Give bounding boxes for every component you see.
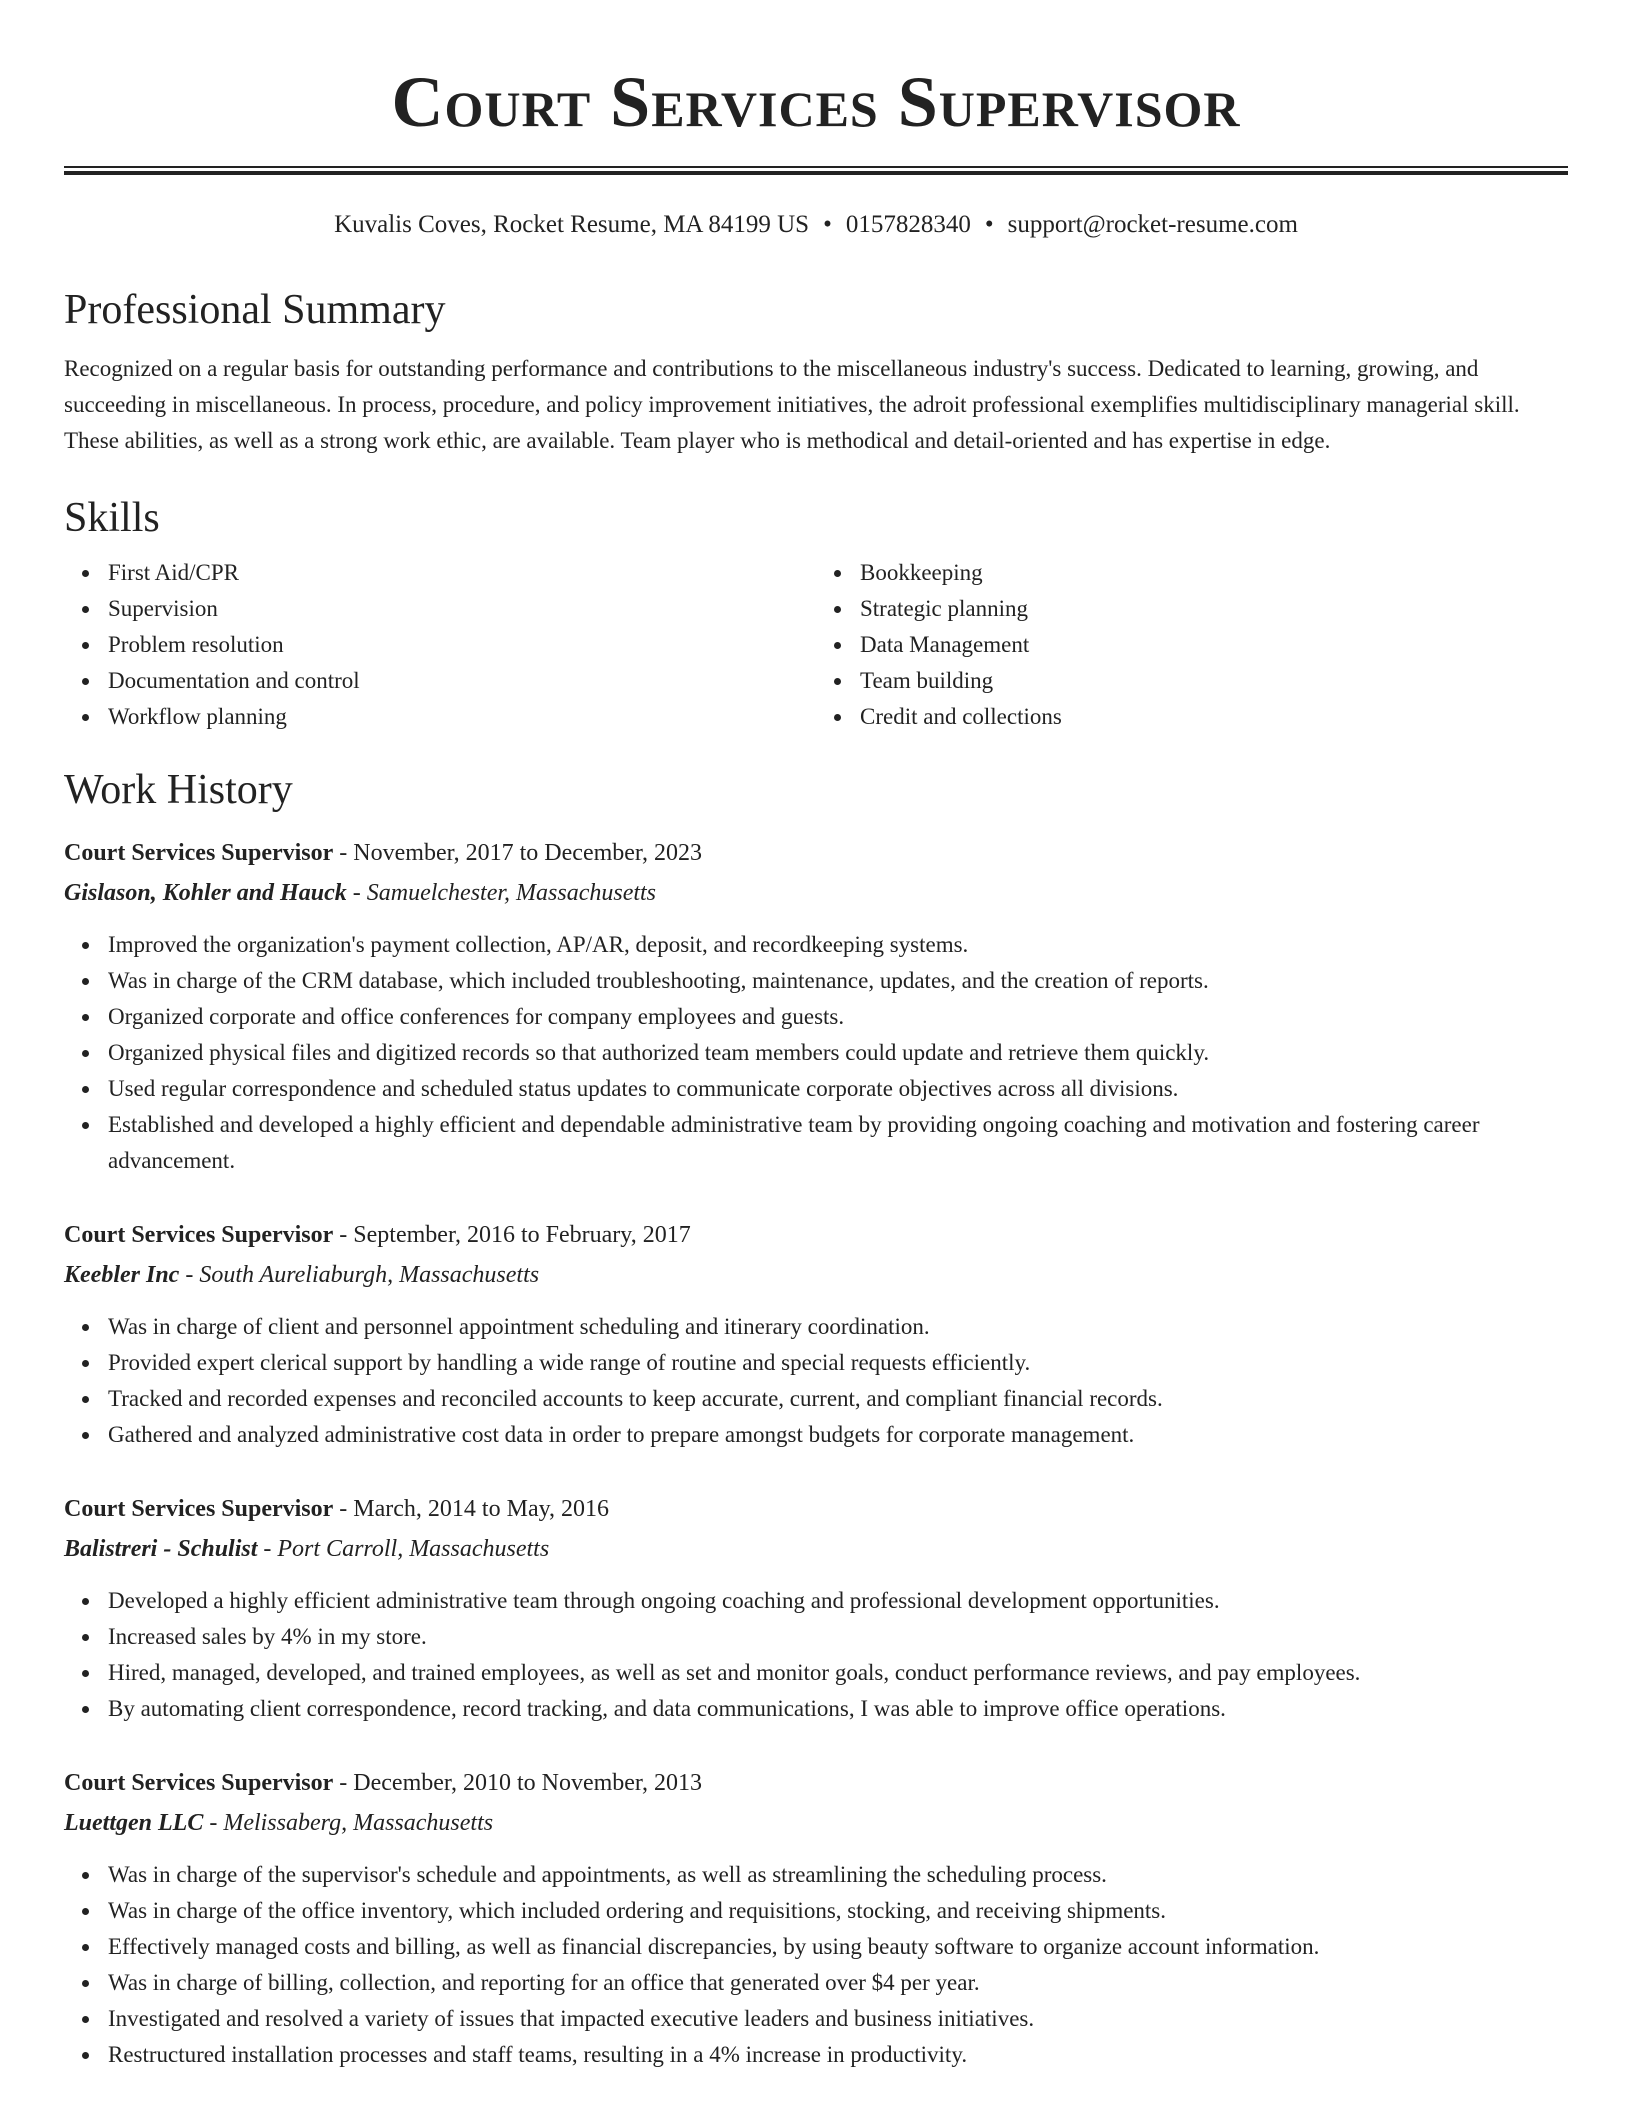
job-duty: Was in charge of client and personnel appointment scheduling and itinerary coordination.	[108, 1309, 1568, 1345]
job-dates: November, 2017 to December, 2023	[353, 840, 702, 866]
job-header: Court Services Supervisor - November, 2017 to December, 2023	[64, 840, 702, 866]
job-location: Samuelchester, Massachusetts	[366, 880, 657, 906]
job-location: South Aureliaburgh, Massachusetts	[199, 1262, 540, 1288]
job-duties	[64, 1857, 1568, 2073]
resume-title: Court Services Supervisor	[391, 62, 1241, 142]
summary-heading: Professional Summary	[64, 287, 446, 333]
job-header: Court Services Supervisor - March, 2014 to May, 2016	[64, 1496, 610, 1522]
job-duty: Tracked and recorded expenses and reconciled accounts to keep accurate, current, and compliant financial records.	[108, 1381, 1568, 1417]
job-company: Luettgen LLC	[64, 1810, 204, 1836]
job-entry	[64, 833, 1568, 1179]
contact-address: Kuvalis Coves, Rocket Resume, MA 84199 US	[334, 211, 810, 238]
job-duty: Increased sales by 4% in my store.	[108, 1619, 1568, 1655]
job-entry	[64, 1763, 1568, 2073]
job-title: Court Services Supervisor	[64, 840, 334, 866]
contact-email: support@rocket-resume.com	[1007, 211, 1298, 238]
job-duty: Used regular correspondence and scheduled status updates to communicate corporate objectives across all divisions.	[108, 1071, 1568, 1107]
contact-line	[64, 209, 1568, 241]
job-employer: Keebler Inc - South Aureliaburgh, Massachusetts	[64, 1262, 540, 1288]
contact-separator: •	[823, 211, 832, 238]
contact-separator: •	[984, 211, 994, 238]
job-duty: Organized physical files and digitized records so that authorized team members could update and retrieve them quickly.	[108, 1035, 1568, 1071]
skill-item: Strategic planning	[860, 591, 1568, 627]
title-divider	[64, 166, 1568, 175]
skills-grid	[64, 555, 1568, 735]
job-duty: Was in charge of the CRM database, which included troubleshooting, maintenance, updates, and the creation of reports.	[108, 963, 1568, 999]
skills-list-left	[64, 555, 816, 735]
job-duties	[64, 1309, 1568, 1453]
job-company: Keebler Inc	[64, 1262, 180, 1288]
job-location: Melissaberg, Massachusetts	[223, 1810, 494, 1836]
job-duty: By automating client correspondence, record tracking, and data communications, I was able to improve office operations.	[108, 1691, 1568, 1727]
job-location: Port Carroll, Massachusetts	[277, 1536, 550, 1562]
skill-item: Credit and collections	[860, 699, 1568, 735]
job-company: Gislason, Kohler and Hauck	[64, 880, 347, 906]
skills-list-right	[816, 555, 1568, 735]
job-entry	[64, 1489, 1568, 1727]
job-dates: December, 2010 to November, 2013	[353, 1770, 702, 1796]
skill-item: Bookkeeping	[860, 555, 1568, 591]
job-duty: Hired, managed, developed, and trained employees, as well as set and monitor goals, conduct performance reviews, and pay employees.	[108, 1655, 1568, 1691]
job-header: Court Services Supervisor - September, 2016 to February, 2017	[64, 1222, 691, 1248]
job-employer: Balistreri - Schulist - Port Carroll, Massachusetts	[64, 1536, 550, 1562]
job-duty: Was in charge of the office inventory, which included ordering and requisitions, stocking, and receiving shipments.	[108, 1893, 1568, 1929]
job-duty: Gathered and analyzed administrative cost data in order to prepare amongst budgets for corporate management.	[108, 1417, 1568, 1453]
job-employer: Gislason, Kohler and Hauck - Samuelchester, Massachusetts	[64, 880, 657, 906]
skill-item: Team building	[860, 663, 1568, 699]
skill-item: First Aid/CPR	[108, 555, 816, 591]
job-duty: Investigated and resolved a variety of issues that impacted executive leaders and business initiatives.	[108, 2001, 1568, 2037]
contact-phone: 0157828340	[845, 211, 971, 238]
job-duty: Was in charge of the supervisor's schedule and appointments, as well as streamlining the scheduling process.	[108, 1857, 1568, 1893]
job-duty: Effectively managed costs and billing, as well as financial discrepancies, by using beauty software to organize account information.	[108, 1929, 1568, 1965]
work-history-heading: Work History	[64, 767, 293, 813]
skill-item: Workflow planning	[108, 699, 816, 735]
skill-item: Data Management	[860, 627, 1568, 663]
job-entry	[64, 1215, 1568, 1453]
job-employer: Luettgen LLC - Melissaberg, Massachusetts	[64, 1810, 494, 1836]
job-dates: September, 2016 to February, 2017	[353, 1222, 691, 1248]
job-duties	[64, 927, 1568, 1179]
job-dates: March, 2014 to May, 2016	[353, 1496, 610, 1522]
job-duties	[64, 1583, 1568, 1727]
job-duty: Was in charge of billing, collection, and reporting for an office that generated over $4 per year.	[108, 1965, 1568, 2001]
job-duty: Restructured installation processes and staff teams, resulting in a 4% increase in productivity.	[108, 2037, 1568, 2073]
job-header: Court Services Supervisor - December, 2010 to November, 2013	[64, 1770, 702, 1796]
job-duty: Developed a highly efficient administrative team through ongoing coaching and professional development opportunities.	[108, 1583, 1568, 1619]
job-duty: Organized corporate and office conferences for company employees and guests.	[108, 999, 1568, 1035]
skills-heading: Skills	[64, 495, 160, 541]
job-title: Court Services Supervisor	[64, 1222, 334, 1248]
job-company: Balistreri - Schulist	[64, 1536, 258, 1562]
summary-text: Recognized on a regular basis for outstanding performance and contributions to the miscellaneous industry's success. Dedicated to learning, growing, and succeeding in miscellaneous. In process, procedure, and policy improvement initiatives, the adroit professional exemplifies multidisciplinary managerial skill. These abilities, as well as a strong work ethic, are available. Team player who is methodical and detail-oriented and has expertise in edge.	[64, 356, 1520, 453]
job-duty: Provided expert clerical support by handling a wide range of routine and special requests efficiently.	[108, 1345, 1568, 1381]
job-title: Court Services Supervisor	[64, 1496, 334, 1522]
job-duty: Established and developed a highly efficient and dependable administrative team by providing ongoing coaching and motivation and fostering career advancement.	[108, 1107, 1568, 1179]
skill-item: Problem resolution	[108, 627, 816, 663]
job-duty: Improved the organization's payment collection, AP/AR, deposit, and recordkeeping systems.	[108, 927, 1568, 963]
job-title: Court Services Supervisor	[64, 1770, 334, 1796]
skill-item: Supervision	[108, 591, 816, 627]
skill-item: Documentation and control	[108, 663, 816, 699]
